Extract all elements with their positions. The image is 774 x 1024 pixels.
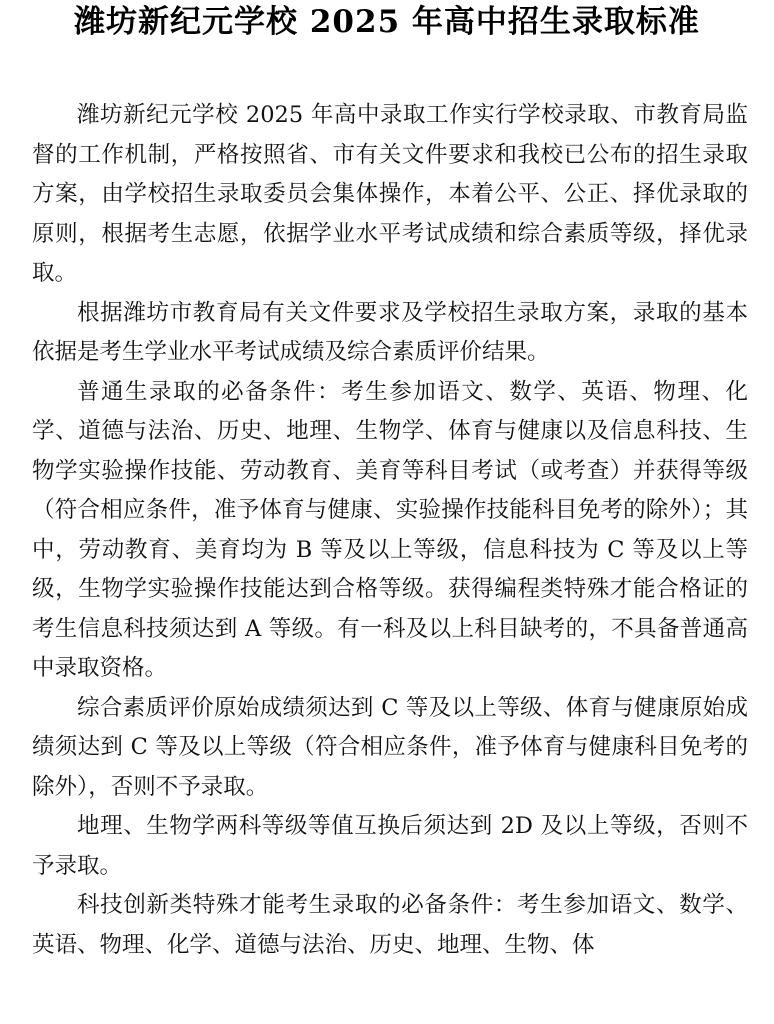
document-title: 潍坊新纪元学校 2025 年高中招生录取标准 [74, 4, 700, 40]
paragraph-quality-evaluation: 综合素质评价原始成绩须达到 C 等及以上等级、体育与健康原始成绩须达到 C 等及以上等级（符合相应条件，准予体育与健康科目免考的除外），否则不予录取。 [32, 694, 748, 800]
document-body [32, 96, 748, 965]
paragraph-basis: 根据潍坊市教育局有关文件要求及学校招生录取方案，录取的基本依据是考生学业水平考试成绩及综合素质评价结果。 [32, 299, 748, 365]
paragraph-tech-innovation: 科技创新类特殊才能考生录取的必备条件：考生参加语文、数学、英语、物理、化学、道德与法治、历史、地理、生物、体 [32, 892, 748, 958]
paragraph-geo-bio: 地理、生物学两科等级等值互换后须达到 2D 及以上等级，否则不予录取。 [32, 813, 748, 879]
paragraph-regular-requirements: 普通生录取的必备条件：考生参加语文、数学、英语、物理、化学、道德与法治、历史、地理、生物学、体育与健康以及信息科技、生物学实验操作技能、劳动教育、美育等科目考试（或考查）并获得等级（符合相应条件，准予体育与健康、实验操作技能科目免考的除外）；其中，劳动教育、美育均为 B 等及以上等级，信息科技为 C 等及以上等级，生物学实验操作技能达到合格等级。获得编程类特殊才能合格证的考生信息科技须达到 A 等级。有一科及以上科目缺考的，不具备普通高中录取资格。 [32, 378, 748, 681]
paragraph-intro: 潍坊新纪元学校 2025 年高中录取工作实行学校录取、市教育局监督的工作机制，严格按照省、市有关文件要求和我校已公布的招生录取方案，由学校招生录取委员会集体操作，本着公平、公正、择优录取的原则，根据考生志愿，依据学业水平考试成绩和综合素质等级，择优录取。 [32, 102, 748, 286]
